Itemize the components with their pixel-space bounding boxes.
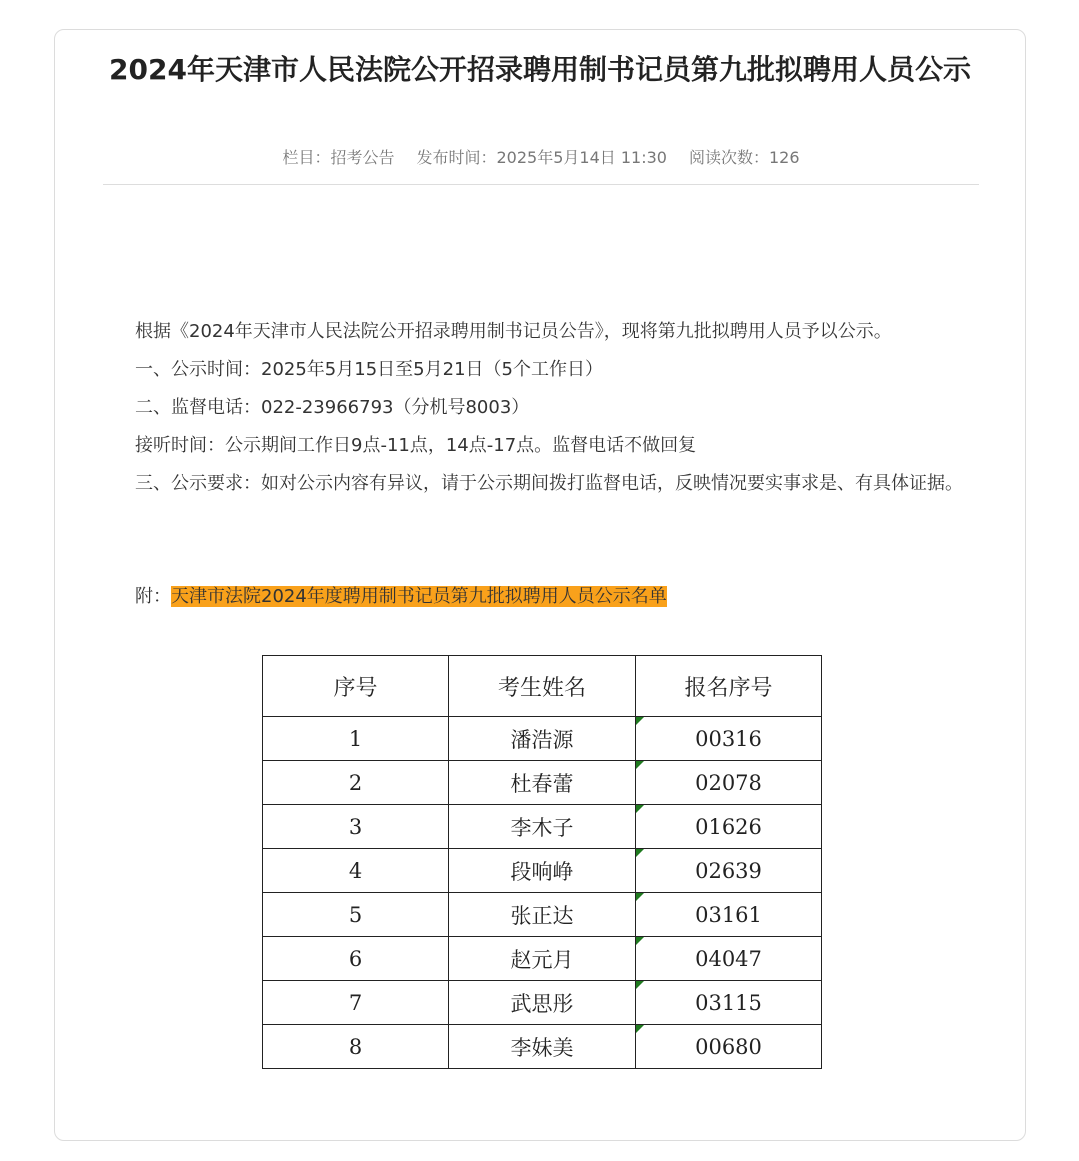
cell-index: 8 (263, 1025, 449, 1069)
attachment-line (105, 578, 975, 616)
article-card (54, 29, 1026, 1141)
meta-column: 栏目：招考公告 (282, 148, 395, 167)
cell-marker-icon (636, 1025, 644, 1033)
article-meta (103, 146, 979, 170)
cell-reg-no (636, 717, 822, 761)
cell-name: 潘浩源 (449, 717, 636, 761)
cell-marker-icon (636, 761, 644, 769)
cell-marker-icon (636, 981, 644, 989)
cell-reg-no-text: 02078 (695, 770, 762, 795)
cell-reg-no-text: 03161 (695, 902, 762, 927)
cell-reg-no (636, 937, 822, 981)
paragraph-intro: 根据《2024年天津市人民法院公开招录聘用制书记员公告》，现将第九批拟聘用人员予以公示。 (135, 321, 892, 342)
cell-reg-no (636, 805, 822, 849)
cell-marker-icon (636, 893, 644, 901)
cell-name: 张正达 (449, 893, 636, 937)
cell-reg-no (636, 981, 822, 1025)
cell-reg-no-text: 04047 (695, 946, 762, 971)
header-index: 序号 (263, 656, 449, 717)
header-reg-no: 报名序号 (636, 656, 822, 717)
cell-name: 杜春蕾 (449, 761, 636, 805)
cell-reg-no-text: 00680 (695, 1034, 762, 1059)
cell-index: 6 (263, 937, 449, 981)
cell-index: 1 (263, 717, 449, 761)
roster-table (262, 655, 822, 1069)
attachment-link[interactable]: 天津市法院2024年度聘用制书记员第九批拟聘用人员公示名单 (171, 586, 667, 607)
table-row (263, 1025, 822, 1069)
table-header-row (263, 656, 822, 717)
cell-reg-no (636, 761, 822, 805)
cell-reg-no (636, 1025, 822, 1069)
paragraph-requirements: 三、公示要求：如对公示内容有异议，请于公示期间拨打监督电话，反映情况要实事求是、有具体证据。 (135, 473, 963, 494)
header-name: 考生姓名 (449, 656, 636, 717)
cell-marker-icon (636, 937, 644, 945)
table-row (263, 893, 822, 937)
cell-index: 7 (263, 981, 449, 1025)
page-title: 2024年天津市人民法院公开招录聘用制书记员第九批拟聘用人员公示 (109, 53, 971, 86)
cell-index: 3 (263, 805, 449, 849)
cell-reg-no-text: 01626 (695, 814, 762, 839)
cell-reg-no (636, 849, 822, 893)
table-row (263, 805, 822, 849)
table-row (263, 717, 822, 761)
paragraph-period: 一、公示时间：2025年5月15日至5月21日（5个工作日） (135, 359, 603, 380)
table-row (263, 761, 822, 805)
cell-name: 段响峥 (449, 849, 636, 893)
cell-index: 2 (263, 761, 449, 805)
table-row (263, 849, 822, 893)
cell-index: 4 (263, 849, 449, 893)
meta-views: 阅读次数：126 (688, 148, 800, 167)
article-body (105, 313, 975, 503)
cell-name: 李木子 (449, 805, 636, 849)
cell-name: 武思彤 (449, 981, 636, 1025)
attachment-prefix: 附： (135, 586, 171, 607)
cell-reg-no-text: 00316 (695, 726, 762, 751)
cell-reg-no-text: 02639 (695, 858, 762, 883)
cell-marker-icon (636, 849, 644, 857)
paragraph-phone: 二、监督电话：022-23966793（分机号8003） (135, 397, 530, 418)
cell-reg-no (636, 893, 822, 937)
cell-name: 赵元月 (449, 937, 636, 981)
divider (103, 184, 979, 185)
cell-marker-icon (636, 805, 644, 813)
table-row (263, 981, 822, 1025)
meta-published: 发布时间：2025年5月14日 11:30 (416, 148, 667, 167)
paragraph-hours: 接听时间：公示期间工作日9点-11点，14点-17点。监督电话不做回复 (135, 435, 697, 456)
cell-reg-no-text: 03115 (695, 990, 762, 1015)
cell-index: 5 (263, 893, 449, 937)
table-row (263, 937, 822, 981)
cell-name: 李妹美 (449, 1025, 636, 1069)
cell-marker-icon (636, 717, 644, 725)
